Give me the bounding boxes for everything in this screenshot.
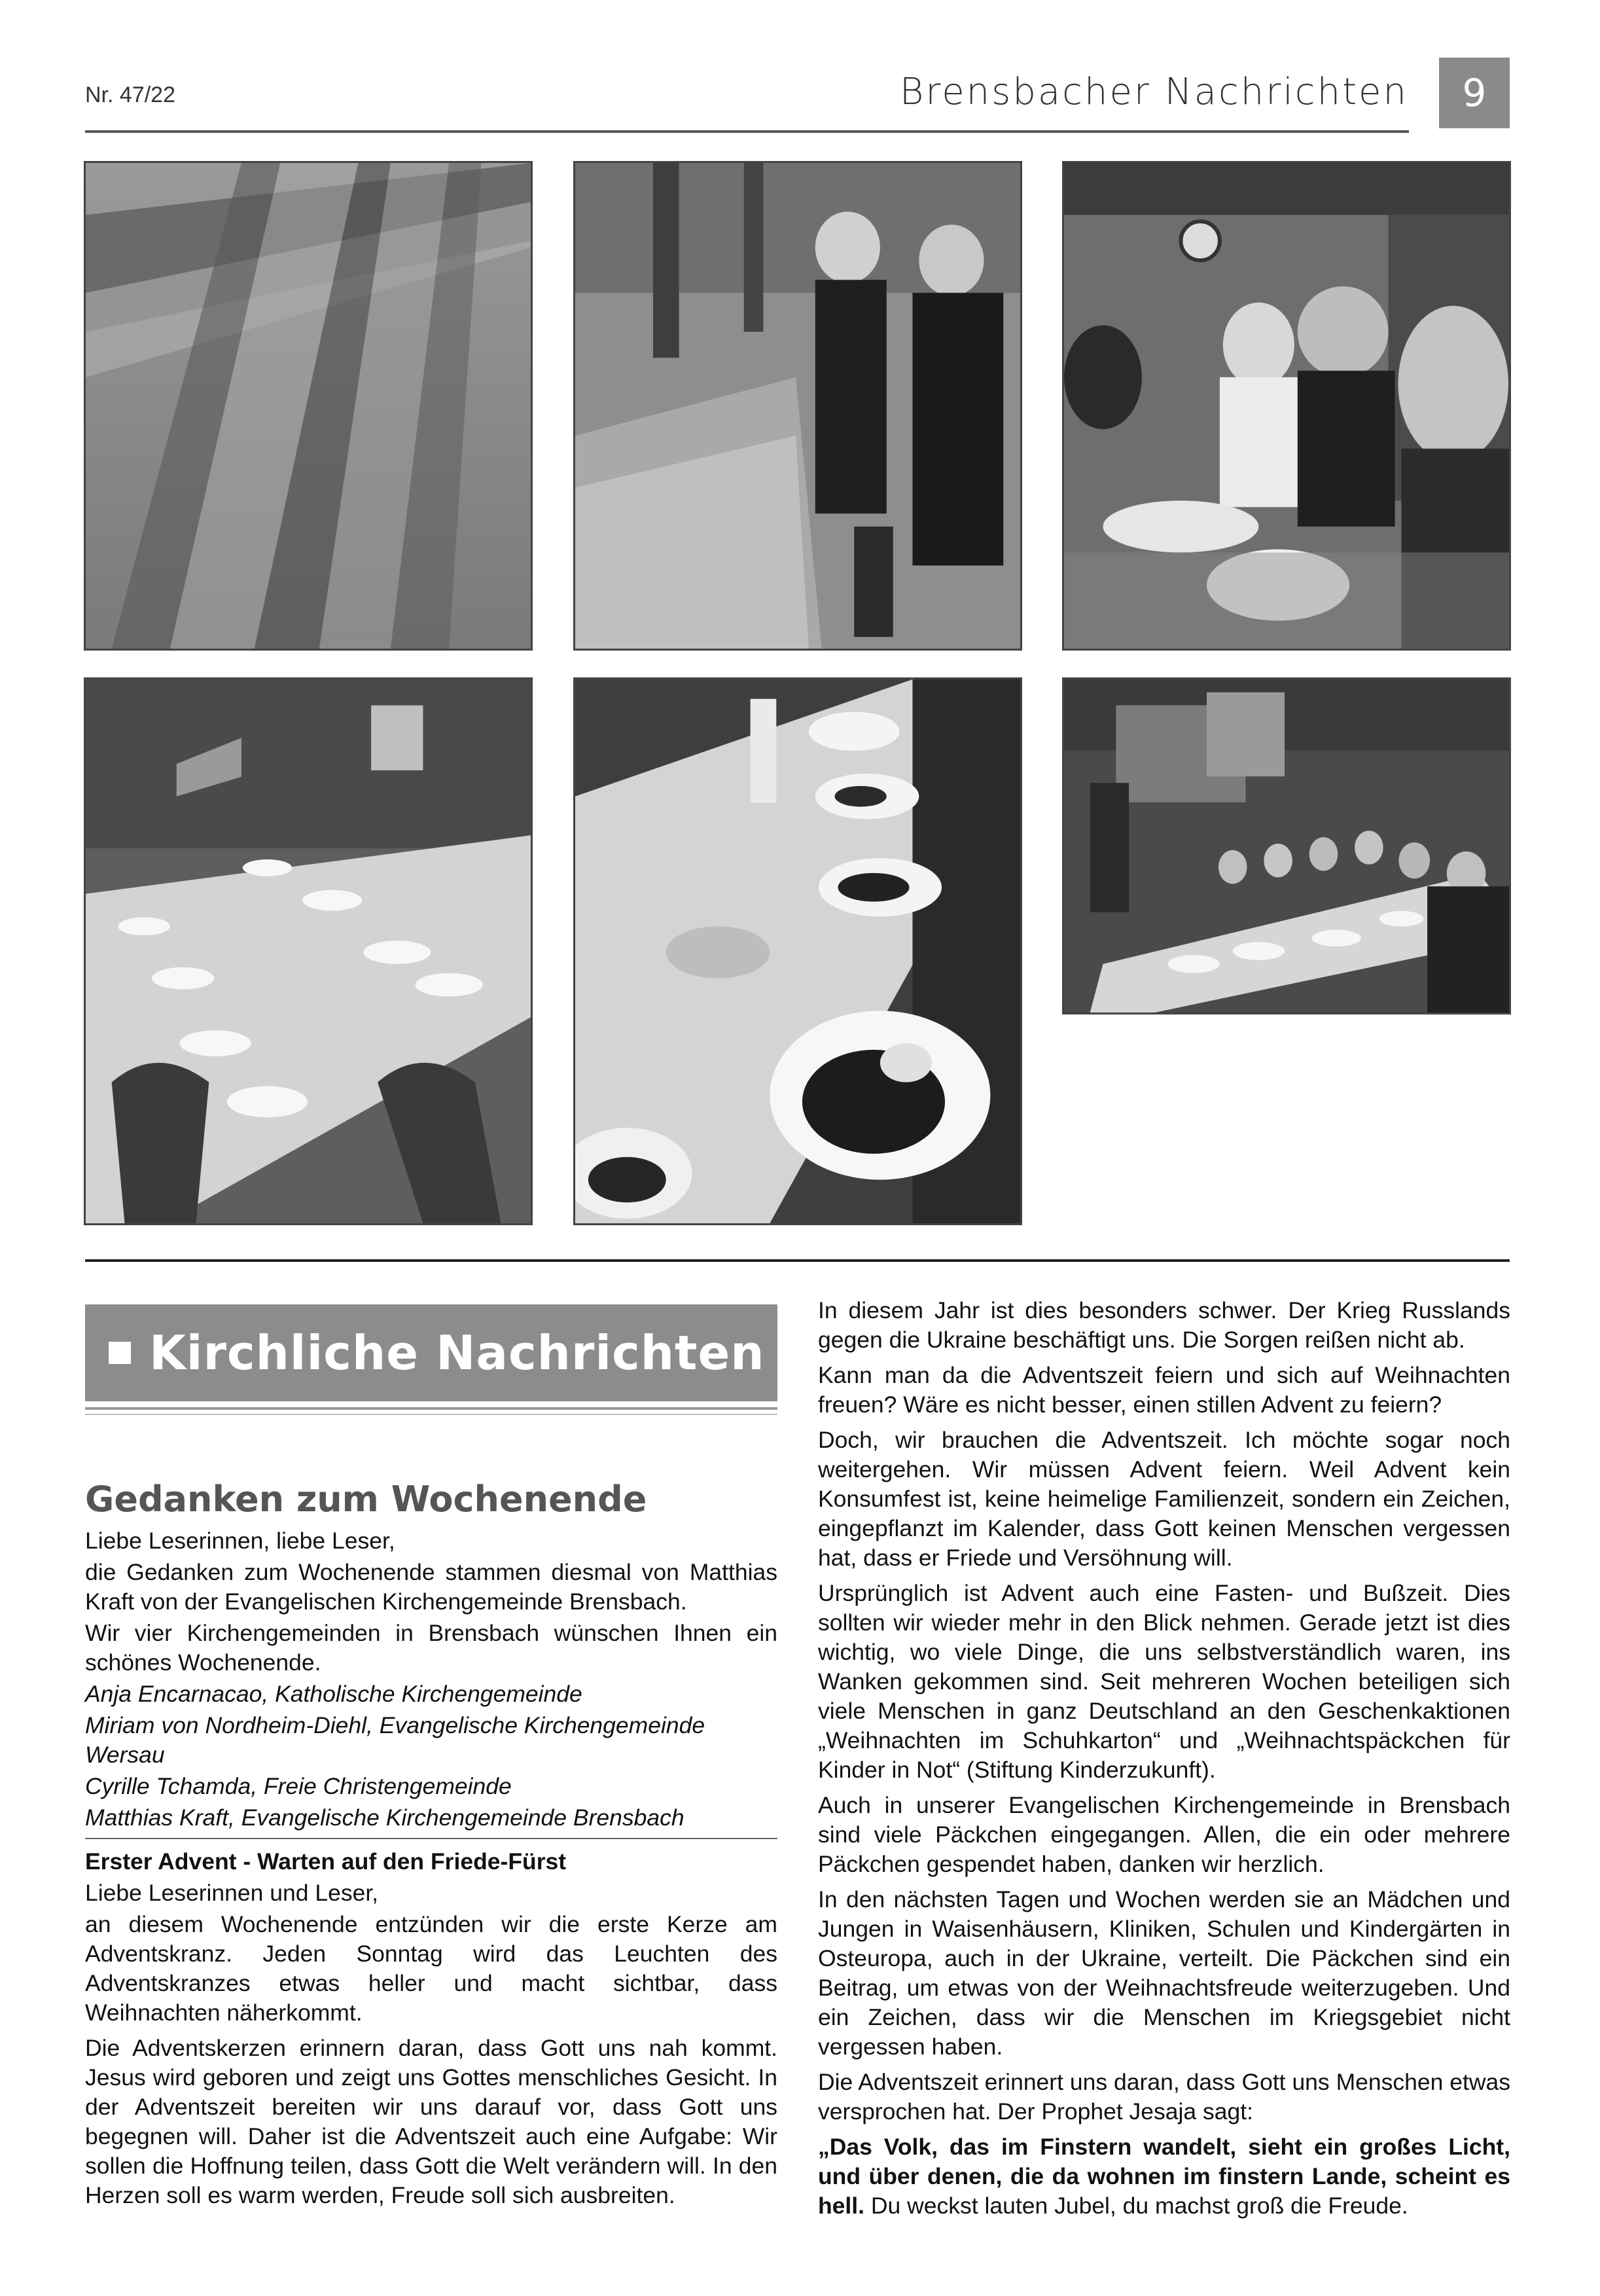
article-paragraph: an diesem Wochenende entzünden wir die erste Kerze am Adventskranz. Jeden Sonntag wird das Leuchten des Adventskranzes etwas heller und macht sichtbar, dass Weihnachten näherkommt. (85, 1911, 777, 2026)
newspaper-title: Brensbacher Nachrichten (899, 71, 1408, 113)
section-underline-thin (85, 1414, 777, 1415)
section-underline (85, 1407, 777, 1410)
photo-children-cooking (1062, 161, 1511, 651)
section-title: Kirchliche Nachrichten (149, 1325, 765, 1380)
cooking-photo-icon (1064, 163, 1509, 649)
kitchen-photo-icon (575, 163, 1020, 649)
header-rule (85, 130, 1409, 133)
article-heading: Gedanken zum Wochenende (85, 1479, 647, 1520)
food-photo-icon (575, 679, 1020, 1223)
article-left-column (85, 1477, 777, 2216)
signature: Anja Encarnacao, Katholische Kirchengemeinde (85, 1681, 582, 1707)
bible-quote (818, 2132, 1510, 2221)
section-header (85, 1304, 777, 1401)
square-bullet-icon (109, 1342, 131, 1364)
dining-photo-icon (86, 679, 531, 1223)
article-paragraph: Die Adventszeit erinnert uns daran, dass Gott uns Menschen etwas versprochen hat. Der Prophet Jesaja sagt: (818, 2069, 1510, 2125)
garden-photo-icon (86, 163, 531, 649)
photo-kitchen-chefs (573, 161, 1022, 651)
intro-paragraph: die Gedanken zum Wochenende stammen diesmal von Matthias Kraft von der Evangelischen Kirchengemeinde Brensbach. (85, 1559, 777, 1615)
intro-paragraph: Wir vier Kirchengemeinden in Brensbach wünschen Ihnen ein schönes Wochenende. (85, 1620, 777, 1676)
photo-group-dinner (1062, 677, 1511, 1014)
article-subtitle: Erster Advent - Warten auf den Friede-Fürst (85, 1848, 567, 1874)
signature: Miriam von Nordheim-Diehl, Evangelische Kirchengemeinde Wersau (85, 1712, 705, 1768)
page-number-badge: 9 (1439, 58, 1510, 128)
quote-bold: „Das Volk, das im Finstern wandelt, sieht ein großes Licht, und über denen, die da wohnen im finstern Lande, scheint es hell. (818, 2134, 1510, 2219)
photo-plates-food (573, 677, 1022, 1225)
article-paragraph: Ursprünglich ist Advent auch eine Fasten- und Bußzeit. Dies sollten wir wieder mehr in den Blick nehmen. Gerade jetzt ist dies wichtig, wo viele Dinge, die uns selbstverständlich waren, ins Wanken gekommen sind. Seit mehreren Wochen beteiligen sich viele Menschen in ganz Deutschland an den Geschenkaktionen „Weihnachten im Schuhkarton“ und „Weihnachtspäckchen für Kinder in Not“ (Stiftung Kinderzukunft). (818, 1580, 1510, 1783)
section-divider (85, 1259, 1510, 1262)
intro-greeting: Liebe Leserinnen, liebe Leser, (85, 1528, 395, 1554)
article-paragraph: Doch, wir brauchen die Adventszeit. Ich möchte sogar noch weitergehen. Wir müssen Advent feiern. Weil Advent kein Konsumfest ist, keine heimelige Familienzeit, sondern ein Zeichen, eingepflanzt im Kalender, dass Gott keinen Menschen vergessen hat, dass er Friede und Versöhnung will. (818, 1427, 1510, 1571)
quote-rest: Du weckst lauten Jubel, du machst groß die Freude. (864, 2193, 1408, 2219)
article-paragraph: Die Adventskerzen erinnern daran, dass Gott uns nah kommt. Jesus wird geboren und zeigt uns Gottes menschliches Gesicht. In der Adventszeit bereiten wir uns darauf vor, dass Gott uns begegnen will. Daher ist die Adventszeit auch eine Aufgabe: Wir sollen die Hoffnung teilen, dass Gott die Welt verändern will. In den Herzen soll es warm werden, Freude soll sich ausbreiten. (85, 2035, 777, 2208)
article-divider (85, 1838, 777, 1839)
photo-set-tables (84, 677, 533, 1225)
article-paragraph: In den nächsten Tagen und Wochen werden sie an Mädchen und Jungen in Waisenhäusern, Kliniken, Schulen und Kindergärten in Osteuropa, auch in der Ukraine, verteilt. Die Päckchen sind ein Beitrag, um etwas von der Weihnachtsfreude weiterzugeben. Und ein Zeichen, dass wir die Menschen im Kriegsgebiet nicht vergessen haben. (818, 1886, 1510, 2060)
signature: Matthias Kraft, Evangelische Kirchengemeinde Brensbach (85, 1804, 684, 1831)
group-photo-icon (1064, 679, 1509, 1013)
article-right-column (818, 1296, 1510, 2227)
article-greeting: Liebe Leserinnen und Leser, (85, 1880, 379, 1906)
photo-garden-rows (84, 161, 533, 651)
article-paragraph: Kann man da die Adventszeit feiern und sich auf Weihnachten freuen? Wäre es nicht besser, einen stillen Advent zu feiern? (818, 1362, 1510, 1418)
article-paragraph: In diesem Jahr ist dies besonders schwer. Der Krieg Russlands gegen die Ukraine beschäftigt uns. Die Sorgen reißen nicht ab. (818, 1297, 1510, 1353)
issue-number: Nr. 47/22 (85, 82, 175, 107)
signature: Cyrille Tchamda, Freie Christengemeinde (85, 1773, 512, 1799)
article-paragraph: Auch in unserer Evangelischen Kirchengemeinde in Brensbach sind viele Päckchen eingegangen. Allen, die ein oder mehrere Päckchen gespendet haben, danken wir herzlich. (818, 1792, 1510, 1877)
